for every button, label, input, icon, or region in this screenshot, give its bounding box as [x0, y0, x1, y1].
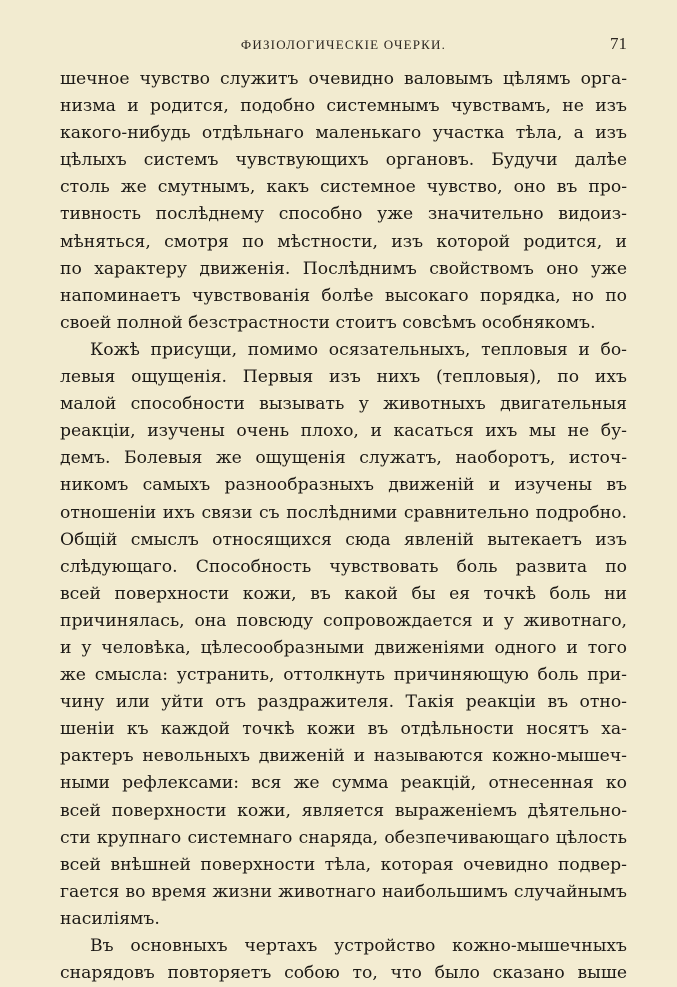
- text-line: реакціи, изучены очень плохо, и касаться ихъ мы не бу-: [60, 421, 627, 442]
- text-line: какого-нибудь отдѣльнаго маленькаго участка тѣла, а изъ: [60, 123, 627, 144]
- text-line: по характеру движенія. Послѣднимъ свойствомъ оно уже: [60, 258, 627, 279]
- text-line: своей полной безстрастности стоитъ совсѣмъ особнякомъ.: [60, 312, 596, 333]
- text-line: насиліямъ.: [60, 908, 160, 929]
- text-line: снарядовъ повторяетъ собою то, что было сказано выше: [60, 963, 627, 984]
- body-text: [60, 66, 627, 987]
- text-line: Въ основныхъ чертахъ устройство кожно-мышечныхъ: [90, 936, 627, 956]
- text-line: тивность послѣднему способно уже значительно видоиз-: [60, 204, 627, 225]
- text-line: слѣдующаго. Способность чувствовать боль развита по: [60, 556, 627, 577]
- text-line: напоминаетъ чувствованія болѣе высокаго порядка, но по: [60, 285, 627, 306]
- text-line: же смысла: устранить, оттолкнуть причиняющую боль при-: [60, 665, 627, 686]
- text-line: ными рефлексами: вся же сумма реакцій, отнесенная ко: [60, 773, 627, 794]
- text-line: мѣняться, смотря по мѣстности, изъ которой родится, и: [60, 231, 627, 252]
- text-line: сти крупнаго системнаго снаряда, обезпечивающаго цѣлость: [60, 827, 627, 848]
- text-line: рактеръ невольныхъ движеній и называются кожно-мышеч-: [60, 746, 627, 767]
- text-line: отношеніи ихъ связи съ послѣдними сравнительно подробно.: [60, 502, 627, 523]
- text-line: шеніи къ каждой точкѣ кожи въ отдѣльности носятъ ха-: [60, 719, 627, 740]
- text-line: Кожѣ присущи, помимо осязательныхъ, тепловыя и бо-: [90, 339, 627, 360]
- text-line: цѣлыхъ системъ чувствующихъ органовъ. Будучи далѣе: [60, 150, 627, 171]
- text-line: низма и родится, подобно системнымъ чувствамъ, не изъ: [60, 96, 627, 117]
- text-line: никомъ самыхъ разнообразныхъ движеній и изучены въ: [60, 475, 627, 496]
- text-line: малой способности вызывать у животныхъ двигательныя: [60, 394, 627, 415]
- text-line: шечное чувство служитъ очевидно валовымъ цѣлямъ орга-: [60, 69, 627, 89]
- text-line: чину или уйти отъ раздражителя. Такія реакціи въ отно-: [60, 692, 627, 713]
- text-line: гается во время жизни животнаго наибольшимъ случайнымъ: [60, 881, 627, 902]
- text-line: столь же смутнымъ, какъ системное чувство, оно въ про-: [60, 177, 627, 198]
- text-line: причинялась, она повсюду сопровождается и у животнаго,: [60, 610, 627, 631]
- text-line: всей поверхности кожи, является выраженіемъ дѣятельно-: [60, 800, 627, 821]
- text-line: всей внѣшней поверхности тѣла, которая очевидно подвер-: [60, 854, 627, 875]
- text-line: и у человѣка, цѣлесообразными движеніями одного и того: [60, 637, 627, 658]
- running-head: ФИЗІОЛОГИЧЕСКІЕ ОЧЕРКИ.: [240, 37, 447, 52]
- page-number: 71: [610, 34, 627, 53]
- text-line: всей поверхности кожи, въ какой бы ея точкѣ боль ни: [60, 583, 627, 604]
- text-line: демъ. Болевыя же ощущенія служатъ, наоборотъ, источ-: [60, 448, 627, 469]
- page-header: [60, 34, 627, 58]
- text-line: Общій смыслъ относящихся сюда явленій вытекаетъ изъ: [60, 529, 627, 550]
- text-line: левыя ощущенія. Первыя изъ нихъ (тепловыя), по ихъ: [60, 367, 627, 388]
